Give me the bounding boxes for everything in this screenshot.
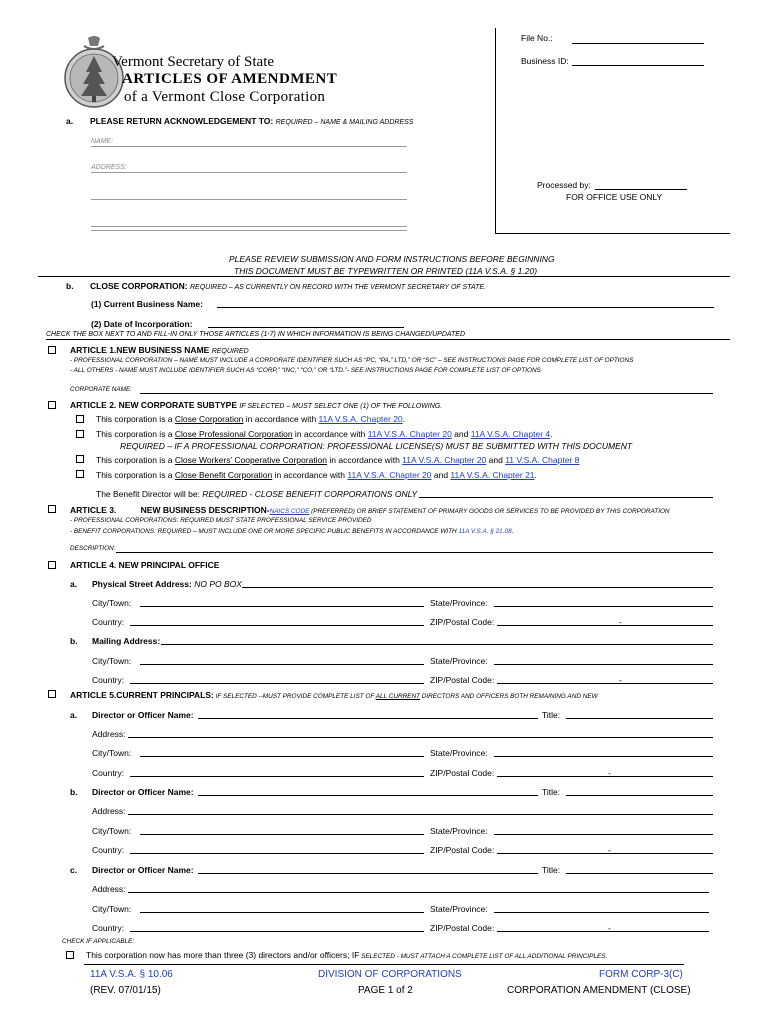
- subtype-workers-checkbox[interactable]: [76, 455, 84, 463]
- close-corporation-link[interactable]: Close Corporation: [174, 414, 244, 424]
- divider-check: [46, 339, 730, 340]
- subtype-benefit-checkbox[interactable]: [76, 470, 84, 478]
- physical-address-label: [92, 579, 242, 589]
- state-label: State/Province:: [430, 598, 488, 608]
- principal-a-letter: a.: [70, 710, 78, 720]
- zip-field[interactable]: [497, 853, 713, 854]
- city-label: City/Town:: [92, 598, 132, 608]
- opt2-end: .: [550, 429, 553, 439]
- state-field[interactable]: [494, 912, 709, 913]
- processed-by-label: Processed by:: [537, 180, 591, 190]
- opt3-mid: in accordance with: [327, 455, 403, 465]
- opt3-and: and: [486, 455, 506, 465]
- business-id-label: Business ID:: [521, 56, 569, 66]
- city-field[interactable]: [140, 606, 424, 607]
- opt1-pre: This corporation is a: [96, 414, 175, 424]
- zip-label: ZIP/Postal Code:: [430, 845, 495, 855]
- article-5-note-all: ALL CURRENT: [375, 693, 420, 700]
- more-principals-checkbox[interactable]: [66, 951, 74, 959]
- article-3-checkbox[interactable]: [48, 505, 56, 513]
- physical-label: Physical Street Address:: [92, 579, 192, 589]
- article-3-note-2: - PROFESSIONAL CORPORATIONS: REQUIRED MUST STATE PROFESSIONAL SERVICE PROVIDED: [70, 517, 372, 524]
- section-21-08-link[interactable]: 11A V.S.A. § 21.08: [458, 528, 512, 535]
- article-2-checkbox[interactable]: [48, 401, 56, 409]
- mailing-address-field[interactable]: [161, 644, 713, 645]
- state-field[interactable]: [494, 756, 713, 757]
- opt1-end: .: [402, 414, 406, 424]
- section-a-letter: a.: [66, 116, 74, 126]
- zip-label: ZIP/Postal Code:: [430, 617, 495, 627]
- note3-end: .: [511, 528, 514, 535]
- no-po-box: NO PO BOX: [191, 579, 242, 589]
- address-label: Address:: [92, 884, 126, 894]
- article-2-heading: [70, 400, 442, 410]
- chapter-8-link[interactable]: 11 V.S.A. Chapter 8: [505, 455, 580, 465]
- zip-dash: -: [619, 675, 622, 685]
- subtype-workers-text: [96, 455, 579, 465]
- office-use-label: FOR OFFICE USE ONLY: [566, 192, 663, 202]
- director-name-field[interactable]: [198, 873, 538, 874]
- section-b-letter: b.: [66, 281, 74, 291]
- title-field[interactable]: [566, 718, 713, 719]
- article-3-note-3: [70, 528, 513, 535]
- city-label: City/Town:: [92, 748, 132, 758]
- article-1-req: REQUIRED: [211, 348, 249, 355]
- more-than-three-note: SELECTED - MUST ATTACH A COMPLETE LIST OF ALL ADDITIONAL PRINCIPLES.: [359, 953, 608, 960]
- return-name-field[interactable]: [91, 146, 407, 147]
- subtype-benefit-text: [96, 470, 537, 480]
- vermont-seal-icon: [62, 34, 126, 114]
- country-label: Country:: [92, 617, 125, 627]
- physical-address-field[interactable]: [242, 587, 713, 588]
- zip-field[interactable]: [497, 776, 713, 777]
- more-than-three: This corporation now has more than three (3) directors and/or officers; IF: [86, 950, 360, 960]
- chapter-20-link[interactable]: 11A V.S.A. Chapter 20: [367, 429, 452, 439]
- note3-text: - BENEFIT CORPORATIONS: REQUIRED – MUST INCLUDE ONE OR MORE SPECIFIC PUBLIC BENEFITS IN ACCORDANCE WITH: [70, 528, 459, 535]
- chapter-4-link[interactable]: 11A V.S.A. Chapter 4: [470, 429, 551, 439]
- article-3-note: (PREFERRED) OR BRIEF STATEMENT OF PRIMARY GOODS OR SERVICES TO BE PROVIDED BY THIS CORPORATION: [309, 508, 670, 515]
- state-label: State/Province:: [430, 904, 488, 914]
- opt3-pre: This corporation is a: [96, 455, 175, 465]
- zip-field[interactable]: [497, 683, 713, 684]
- state-field[interactable]: [494, 834, 713, 835]
- zip-dash: -: [608, 923, 611, 933]
- article-5-note-post: DIRECTORS AND OFFICERS BOTH REMAINING AND NEW: [419, 693, 598, 700]
- article-5-note-pre: IF SELECTED --MUST PROVIDE COMPLETE LIST OF: [213, 693, 376, 700]
- chapter-20-link[interactable]: 11A V.S.A. Chapter 20: [347, 470, 432, 480]
- director-name-label: Director or Officer Name:: [92, 710, 194, 720]
- benefit-director-text: [96, 489, 417, 499]
- section-a-label: PLEASE RETURN ACKNOWLEDGEMENT TO:: [90, 116, 274, 126]
- processed-by-field[interactable]: [595, 189, 687, 190]
- chapter-21-link[interactable]: 11A V.S.A. Chapter 21: [450, 470, 535, 480]
- city-field[interactable]: [140, 664, 424, 665]
- article-3-title2: NEW BUSINESS DESCRIPTION-: [140, 505, 270, 515]
- article-1-title: ARTICLE 1.NEW BUSINESS NAME: [70, 345, 210, 355]
- footer-form-desc: CORPORATION AMENDMENT (CLOSE): [507, 985, 691, 996]
- section-b-note: REQUIRED – AS CURRENTLY ON RECORD WITH THE VERMONT SECRETARY OF STATE.: [189, 284, 486, 291]
- city-label: City/Town:: [92, 656, 132, 666]
- date-incorporation-field[interactable]: [208, 327, 404, 328]
- article-2-note: IF SELECTED – MUST SELECT ONE (1) OF THE FOLLOWING.: [239, 403, 443, 410]
- file-no-field[interactable]: [572, 43, 704, 44]
- title-label: Title:: [542, 787, 561, 797]
- country-field[interactable]: [130, 853, 424, 854]
- country-label: Country:: [92, 675, 125, 685]
- professional-license-req: REQUIRED – IF A PROFESSIONAL CORPORATION: PROFESSIONAL LICENSE(S) MUST BE SUBMITTED WITH THIS DOCUMENT: [120, 441, 633, 451]
- country-label: Country:: [92, 923, 125, 933]
- director-name-label: Director or Officer Name:: [92, 865, 194, 875]
- city-label: City/Town:: [92, 826, 132, 836]
- org-name: Vermont Secretary of State: [112, 54, 275, 70]
- article-5-heading: [70, 690, 598, 700]
- zip-dash: -: [608, 845, 611, 855]
- article-1-note-2: - ALL OTHERS - NAME MUST INCLUDE IDENTIFIER SUCH AS “CORP,” “INC,” “CO,” OR “LTD.”- SEE INSTRUCTIONS PAGE FOR COMPLETE LIST OF OPTIONS: [70, 367, 541, 374]
- title-label: Title:: [542, 865, 561, 875]
- title-field[interactable]: [566, 795, 713, 796]
- director-name-label: Director or Officer Name:: [92, 787, 194, 797]
- opt2-pre: This corporation is a: [96, 429, 175, 439]
- form-title: ARTICLES OF AMENDMENT: [122, 71, 338, 87]
- return-address-label: ADDRESS:: [91, 164, 127, 171]
- state-label: State/Province:: [430, 748, 488, 758]
- article-1-heading: [70, 345, 249, 355]
- state-label: State/Province:: [430, 826, 488, 836]
- zip-field[interactable]: [497, 931, 709, 932]
- country-field[interactable]: [130, 683, 424, 684]
- close-workers-cooperative-link[interactable]: Close Workers’ Cooperative Corporation: [174, 455, 328, 465]
- naics-code-link[interactable]: NAICS CODE: [269, 508, 310, 515]
- subtype-close-checkbox[interactable]: [76, 415, 84, 423]
- chapter-20-link[interactable]: 11A V.S.A. Chapter 20: [402, 455, 487, 465]
- principal-c-letter: c.: [70, 865, 78, 875]
- benefit-req: REQUIRED - CLOSE BENEFIT CORPORATIONS ONLY: [202, 489, 418, 499]
- article-5-checkbox[interactable]: [48, 690, 56, 698]
- title-label: Title:: [542, 710, 561, 720]
- address-field[interactable]: [128, 892, 709, 893]
- zip-label: ZIP/Postal Code:: [430, 923, 495, 933]
- return-address-field-1[interactable]: [91, 172, 407, 173]
- opt4-mid: in accordance with: [272, 470, 348, 480]
- opt4-pre: This corporation is a: [96, 470, 175, 480]
- footer-rev: (REV. 07/01/15): [90, 985, 161, 996]
- subtype-professional-checkbox[interactable]: [76, 430, 84, 438]
- country-field[interactable]: [130, 931, 424, 932]
- instructions-line-1: PLEASE REVIEW SUBMISSION AND FORM INSTRUCTIONS BEFORE BEGINNING: [229, 254, 555, 264]
- footer-statute: 11A V.S.A. § 10.06: [90, 969, 173, 980]
- article-4-title: ARTICLE 4. NEW PRINCIPAL OFFICE: [70, 560, 220, 570]
- opt4-and: and: [431, 470, 451, 480]
- benefit-pre: The Benefit Director will be:: [96, 489, 203, 499]
- opt4-end: .: [534, 470, 537, 480]
- form-subtitle: of a Vermont Close Corporation: [124, 89, 326, 105]
- opt2-and: and: [451, 429, 471, 439]
- article-4-b: b.: [70, 636, 78, 646]
- zip-dash: -: [619, 617, 622, 627]
- section-b-heading: [90, 281, 486, 291]
- article-1-note-1: - PROFESSIONAL CORPORATION – NAME MUST INCLUDE A CORPORATE IDENTIFIER SUCH AS “PC, “PA,” LTD,” OR “SC” – SEE INSTRUCTIONS PAGE FOR COMPLETE LIST OF OPTIONS: [70, 357, 634, 364]
- footer-division: DIVISION OF CORPORATIONS: [318, 969, 462, 980]
- state-label: State/Province:: [430, 656, 488, 666]
- country-field[interactable]: [130, 625, 424, 626]
- return-address-field-3[interactable]: [91, 226, 407, 227]
- address-label: Address:: [92, 806, 126, 816]
- chapter-20-link[interactable]: 11A V.S.A. Chapter 20: [318, 414, 403, 424]
- instructions-line-2: THIS DOCUMENT MUST BE TYPEWRITTEN OR PRINTED (11A V.S.A. § 1.20): [234, 266, 538, 276]
- business-id-field[interactable]: [572, 65, 704, 66]
- divider-top: [38, 276, 730, 277]
- description-label: DESCRIPTION:: [70, 545, 116, 552]
- address-label: Address:: [92, 729, 126, 739]
- city-label: City/Town:: [92, 904, 132, 914]
- date-incorporation-label: (2) Date of Incorporation:: [91, 319, 193, 329]
- article-1-checkbox[interactable]: [48, 346, 56, 354]
- section-a-note: REQUIRED – NAME & MAILING ADDRESS: [275, 119, 414, 126]
- address-field[interactable]: [128, 737, 713, 738]
- article-4-checkbox[interactable]: [48, 561, 56, 569]
- return-address-field-2[interactable]: [91, 199, 407, 200]
- subtype-close-text: [96, 414, 405, 424]
- corporate-name-label: CORPORATE NAME:: [70, 386, 133, 393]
- opt2-mid: in accordance with: [292, 429, 368, 439]
- country-label: Country:: [92, 768, 125, 778]
- file-no-label: File No.:: [521, 33, 553, 43]
- state-field[interactable]: [494, 606, 713, 607]
- footer-form: FORM CORP-3(C): [599, 969, 683, 980]
- address-field[interactable]: [128, 814, 713, 815]
- check-note: CHECK THE BOX NEXT TO AND FILL-IN ONLY THOSE ARTICLES (1-7) IN WHICH INFORMATION IS BEING CHANGED/UPDATED: [46, 331, 466, 338]
- section-b-label: CLOSE CORPORATION:: [90, 281, 188, 291]
- title-field[interactable]: [566, 873, 713, 874]
- zip-field[interactable]: [497, 625, 713, 626]
- city-field[interactable]: [140, 912, 424, 913]
- zip-dash: -: [608, 768, 611, 778]
- zip-label: ZIP/Postal Code:: [430, 675, 495, 685]
- more-principals-text: [86, 950, 607, 960]
- current-business-name-label: (1) Current Business Name:: [91, 299, 203, 309]
- subtype-professional-text: [96, 429, 552, 439]
- city-field[interactable]: [140, 834, 424, 835]
- state-field[interactable]: [494, 664, 713, 665]
- opt1-mid: in accordance with: [243, 414, 319, 424]
- description-field[interactable]: [116, 552, 713, 553]
- country-field[interactable]: [130, 776, 424, 777]
- check-if-applicable: CHECK IF APPLICABLE:: [62, 938, 135, 945]
- article-3-title: ARTICLE 3.: [70, 505, 117, 515]
- section-a-heading: [90, 116, 413, 126]
- article-2-title: ARTICLE 2. NEW CORPORATE SUBTYPE: [70, 400, 238, 410]
- article-4-a: a.: [70, 579, 78, 589]
- mailing-address-label: Mailing Address:: [92, 636, 161, 646]
- return-address-field-4[interactable]: [91, 230, 407, 231]
- close-professional-corporation-link[interactable]: Close Professional Corporation: [174, 429, 293, 439]
- zip-label: ZIP/Postal Code:: [430, 768, 495, 778]
- article-3-heading: [70, 505, 670, 515]
- return-name-label: NAME:: [91, 138, 114, 145]
- city-field[interactable]: [140, 756, 424, 757]
- director-name-field[interactable]: [198, 795, 538, 796]
- country-label: Country:: [92, 845, 125, 855]
- corporate-name-field[interactable]: [140, 393, 713, 394]
- director-name-field[interactable]: [198, 718, 538, 719]
- footer-divider: [84, 964, 684, 965]
- benefit-director-field[interactable]: [419, 497, 713, 498]
- footer-page: PAGE 1 of 2: [358, 985, 413, 996]
- current-business-name-field[interactable]: [217, 307, 714, 308]
- principal-b-letter: b.: [70, 787, 78, 797]
- close-benefit-corporation-link[interactable]: Close Benefit Corporation: [174, 470, 273, 480]
- article-5-title: ARTICLE 5.CURRENT PRINCIPALS:: [70, 690, 214, 700]
